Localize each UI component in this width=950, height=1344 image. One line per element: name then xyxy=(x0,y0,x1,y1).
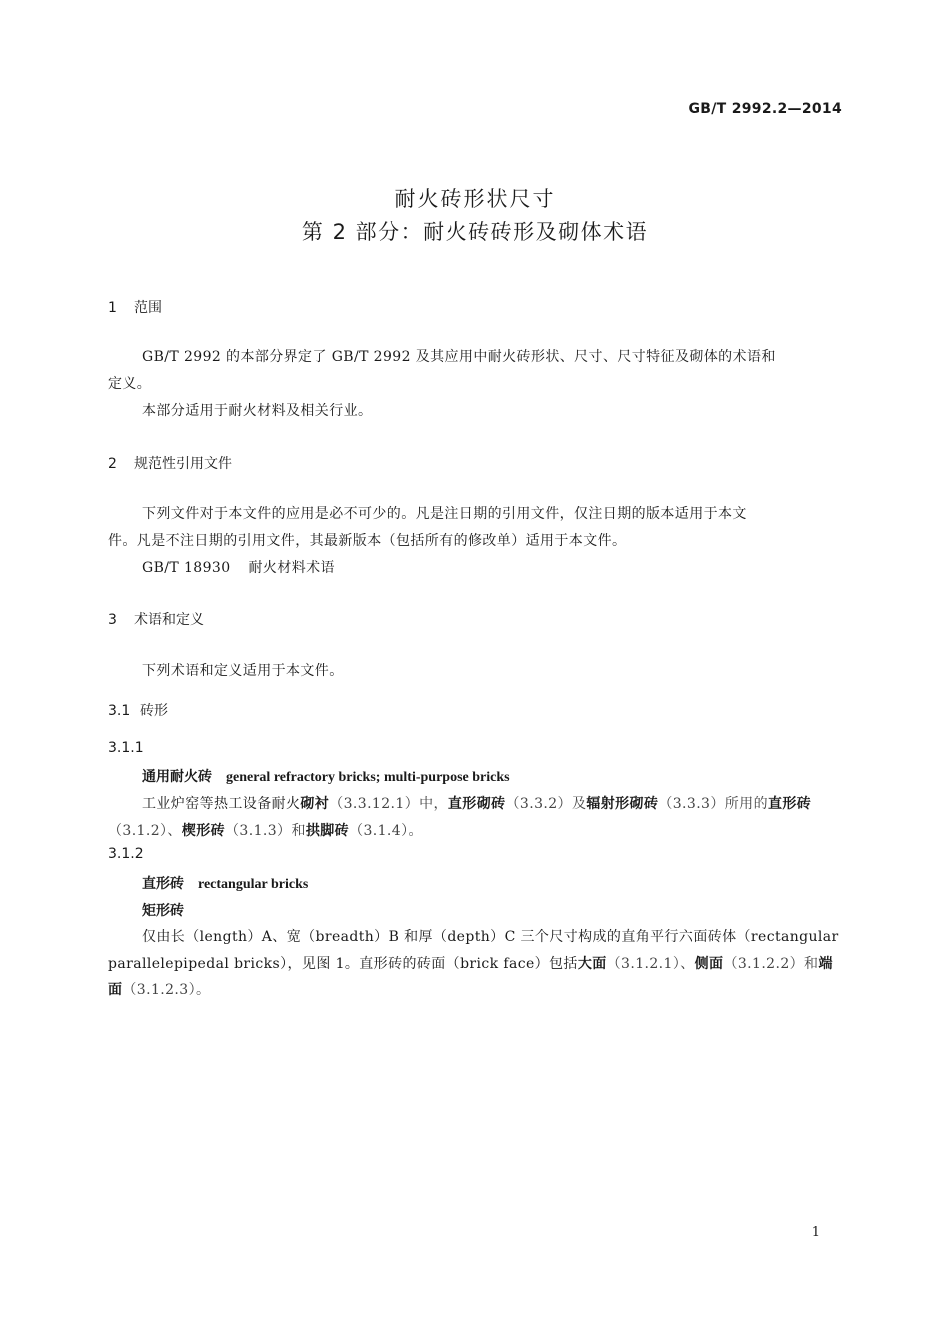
term-number-3-1-2: 3.1.2 xyxy=(108,846,144,862)
clause-ref: （3.1.2.2）和 xyxy=(723,956,819,972)
term-ref: 楔形砖 xyxy=(181,823,226,839)
section-number: 3 xyxy=(108,612,117,628)
term-english: general refractory bricks; multi-purpose bricks xyxy=(226,770,510,785)
term-chinese: 直形砖 xyxy=(142,876,184,892)
standard-number: GB/T 2992.2—2014 xyxy=(688,101,842,117)
clause-ref: （3.1.2.1）、 xyxy=(606,956,695,972)
term-ref: 大面 xyxy=(577,956,607,972)
subsection-title: 砖形 xyxy=(140,703,168,719)
section-2-heading xyxy=(108,453,232,473)
section-1-paragraph-2: 本部分适用于耐火材料及相关行业。 xyxy=(142,403,373,419)
section-2-paragraph-1-line-1: 下列文件对于本文件的应用是必不可少的。凡是注日期的引用文件，仅注日期的版本适用于本文 xyxy=(142,506,747,522)
section-1-heading xyxy=(108,297,162,317)
clause-ref: （3.1.3）和 xyxy=(225,823,306,839)
document-title-line2: 第 2 部分：耐火砖砖形及砌体术语 xyxy=(301,220,649,244)
section-number: 2 xyxy=(108,456,117,472)
term-ref: 拱脚砖 xyxy=(305,823,350,839)
term-ref: 砌衬 xyxy=(300,796,330,812)
term-3-1-2-definition-line-2 xyxy=(108,953,833,973)
text: 工业炉窑等热工设备耐火 xyxy=(142,796,301,812)
clause-ref: （3.1.2.3）。 xyxy=(122,982,211,998)
term-ref: 面 xyxy=(108,982,123,998)
normative-reference xyxy=(142,557,335,577)
clause-ref: （3.1.2）、 xyxy=(108,823,182,839)
term-chinese: 通用耐火砖 xyxy=(142,769,212,785)
term-english: rectangular bricks xyxy=(198,877,309,892)
term-3-1-2-synonym xyxy=(142,900,184,920)
section-2-paragraph-1-line-2: 件。凡是不注日期的引用文件，其最新版本（包括所有的修改单）适用于本文件。 xyxy=(108,533,627,549)
term-3-1-2-definition-line-3 xyxy=(108,979,210,999)
term-number-3-1-1: 3.1.1 xyxy=(108,740,144,756)
term-ref: 直形砌砖 xyxy=(447,796,506,812)
term-ref: 侧面 xyxy=(694,956,724,972)
section-3-heading xyxy=(108,609,204,629)
term-3-1-1-definition-line-1 xyxy=(142,793,811,813)
clause-ref: （3.3.3）所用的 xyxy=(658,796,768,812)
section-title: 规范性引用文件 xyxy=(134,456,232,472)
section-title: 术语和定义 xyxy=(134,612,204,628)
synonym: 矩形砖 xyxy=(142,903,184,919)
section-1-paragraph-1-line-1: GB/T 2992 的本部分界定了 GB/T 2992 及其应用中耐火砖形状、尺寸、尺寸特征及砌体的术语和 xyxy=(142,349,776,365)
term-3-1-2-heading xyxy=(142,873,308,893)
section-number: 1 xyxy=(108,300,117,316)
text: parallelepipedal bricks），见图 1。直形砖的砖面（brick face）包括 xyxy=(108,956,578,972)
term-ref: 直形砖 xyxy=(767,796,812,812)
term-3-1-2-definition-line-1: 仅由长（length）A、宽（breadth）B 和厚（depth）C 三个尺寸构成的直角平行六面砖体（rectangular xyxy=(142,929,839,945)
subsection-number: 3.1 xyxy=(108,703,131,719)
section-3-paragraph-1: 下列术语和定义适用于本文件。 xyxy=(142,663,344,679)
clause-ref: （3.3.2）及 xyxy=(505,796,587,812)
term-ref: 端 xyxy=(818,956,833,972)
document-title-line1: 耐火砖形状尺寸 xyxy=(394,187,556,211)
clause-ref: （3.1.4）。 xyxy=(349,823,423,839)
section-title: 范围 xyxy=(134,300,162,316)
section-1-paragraph-1-line-2: 定义。 xyxy=(108,376,152,392)
subsection-3-1-heading xyxy=(108,700,168,720)
term-ref: 辐射形砌砖 xyxy=(586,796,659,812)
reference-title: 耐火材料术语 xyxy=(248,560,335,576)
term-3-1-1-definition-line-2 xyxy=(108,820,423,840)
clause-ref: （3.3.12.1）中， xyxy=(329,796,448,812)
term-3-1-1-heading xyxy=(142,766,510,786)
page-number: 1 xyxy=(811,1225,820,1240)
reference-code: GB/T 18930 xyxy=(142,560,231,576)
